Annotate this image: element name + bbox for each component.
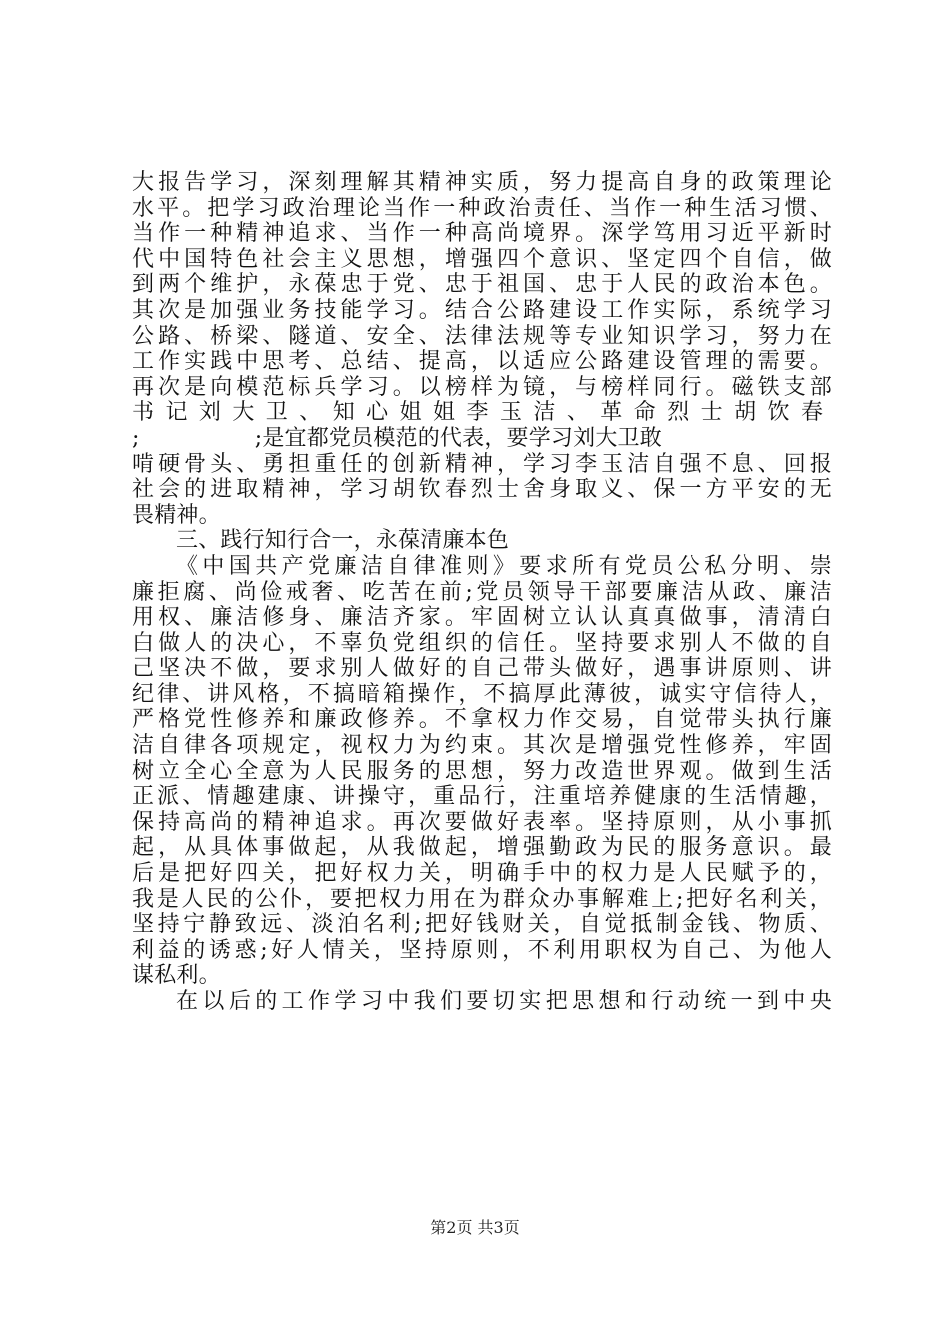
text-line: 树立全心全意为人民服务的思想，努力改造世界观。做到生活 bbox=[132, 758, 832, 784]
text-line: 谋私利。 bbox=[132, 963, 221, 989]
section-heading: 三、践行知行合一，永葆清廉本色 bbox=[176, 528, 510, 554]
text-line: 当作一种精神追求、当作一种高尚境界。深学笃用习近平新时 bbox=[132, 221, 832, 247]
text-line: 到两个维护，永葆忠于党、忠于祖国、忠于人民的政治本色。 bbox=[132, 272, 832, 298]
page-footer: 第2页 共3页 bbox=[430, 1218, 520, 1237]
text-line: 其次是加强业务技能学习。结合公路建设工作实际，系统学习 bbox=[132, 297, 832, 323]
text-line: 白做人的决心，不辜负党组织的信任。坚持要求别人不做的自 bbox=[132, 630, 832, 656]
text-line: 后是把好四关，把好权力关，明确手中的权力是人民赋予的， bbox=[132, 861, 832, 887]
text-line: 利益的诱惑;好人情关，坚持原则，不利用职权为自己、为他人 bbox=[132, 937, 832, 963]
text-line: 再次是向模范标兵学习。以榜样为镜，与榜样同行。磁铁支部 bbox=[132, 374, 832, 400]
text-line: 正派、情趣建康、讲操守，重品行，注重培养健康的生活情趣， bbox=[132, 784, 832, 810]
paragraph-first-line: 《中国共产党廉洁自律准则》要求所有党员公私分明、崇 bbox=[176, 553, 832, 579]
text-line: 纪律、讲风格，不搞暗箱操作，不搞厚此薄彼，诚实守信待人， bbox=[132, 681, 832, 707]
text-line: 起，从具体事做起，从我做起，增强勤政为民的服务意识。最 bbox=[132, 835, 832, 861]
text-line: 我是人民的公仆，要把权力用在为群众办事解难上;把好名利关， bbox=[132, 886, 832, 912]
document-body bbox=[132, 170, 832, 1015]
text-line: 洁自律各项规定，视权力为约束。其次是增强党性修养，牢固 bbox=[132, 733, 832, 759]
text-line: 书记刘大卫、知心姐姐李玉洁、革命烈士胡饮春 bbox=[132, 400, 832, 426]
text-line: 畏精神。 bbox=[132, 502, 221, 528]
text-line: ; ;是宜都党员模范的代表，要学习刘大卫敢 bbox=[132, 425, 662, 451]
text-line: 保持高尚的精神追求。再次要做好表率。坚持原则，从小事抓 bbox=[132, 809, 832, 835]
text-line: 社会的进取精神，学习胡钦春烈士舍身取义、保一方平安的无 bbox=[132, 477, 832, 503]
text-line: 廉拒腐、尚俭戒奢、吃苦在前;党员领导干部要廉洁从政、廉洁 bbox=[132, 579, 832, 605]
text-line: 代中国特色社会主义思想，增强四个意识、坚定四个自信，做 bbox=[132, 246, 832, 272]
text-line: 啃硬骨头、勇担重任的创新精神，学习李玉洁自强不息、回报 bbox=[132, 451, 832, 477]
text-line: 公路、桥梁、隧道、安全、法律法规等专业知识学习，努力在 bbox=[132, 323, 832, 349]
text-line: 工作实践中思考、总结、提高，以适应公路建设管理的需要。 bbox=[132, 349, 832, 375]
paragraph-first-line: 在以后的工作学习中我们要切实把思想和行动统一到中央 bbox=[176, 989, 832, 1014]
text-line: 大报告学习，深刻理解其精神实质，努力提高自身的政策理论 bbox=[132, 170, 832, 195]
text-line: 用权、廉洁修身、廉洁齐家。牢固树立认认真真做事，清清白 bbox=[132, 605, 832, 631]
text-line: 严格党性修养和廉政修养。不拿权力作交易，自觉带头执行廉 bbox=[132, 707, 832, 733]
text-line: 己坚决不做，要求别人做好的自己带头做好，遇事讲原则、讲 bbox=[132, 656, 832, 682]
text-line: 水平。把学习政治理论当作一种政治责任、当作一种生活习惯、 bbox=[132, 195, 832, 221]
text-line: 坚持宁静致远、淡泊名利;把好钱财关，自觉抵制金钱、物质、 bbox=[132, 912, 832, 938]
